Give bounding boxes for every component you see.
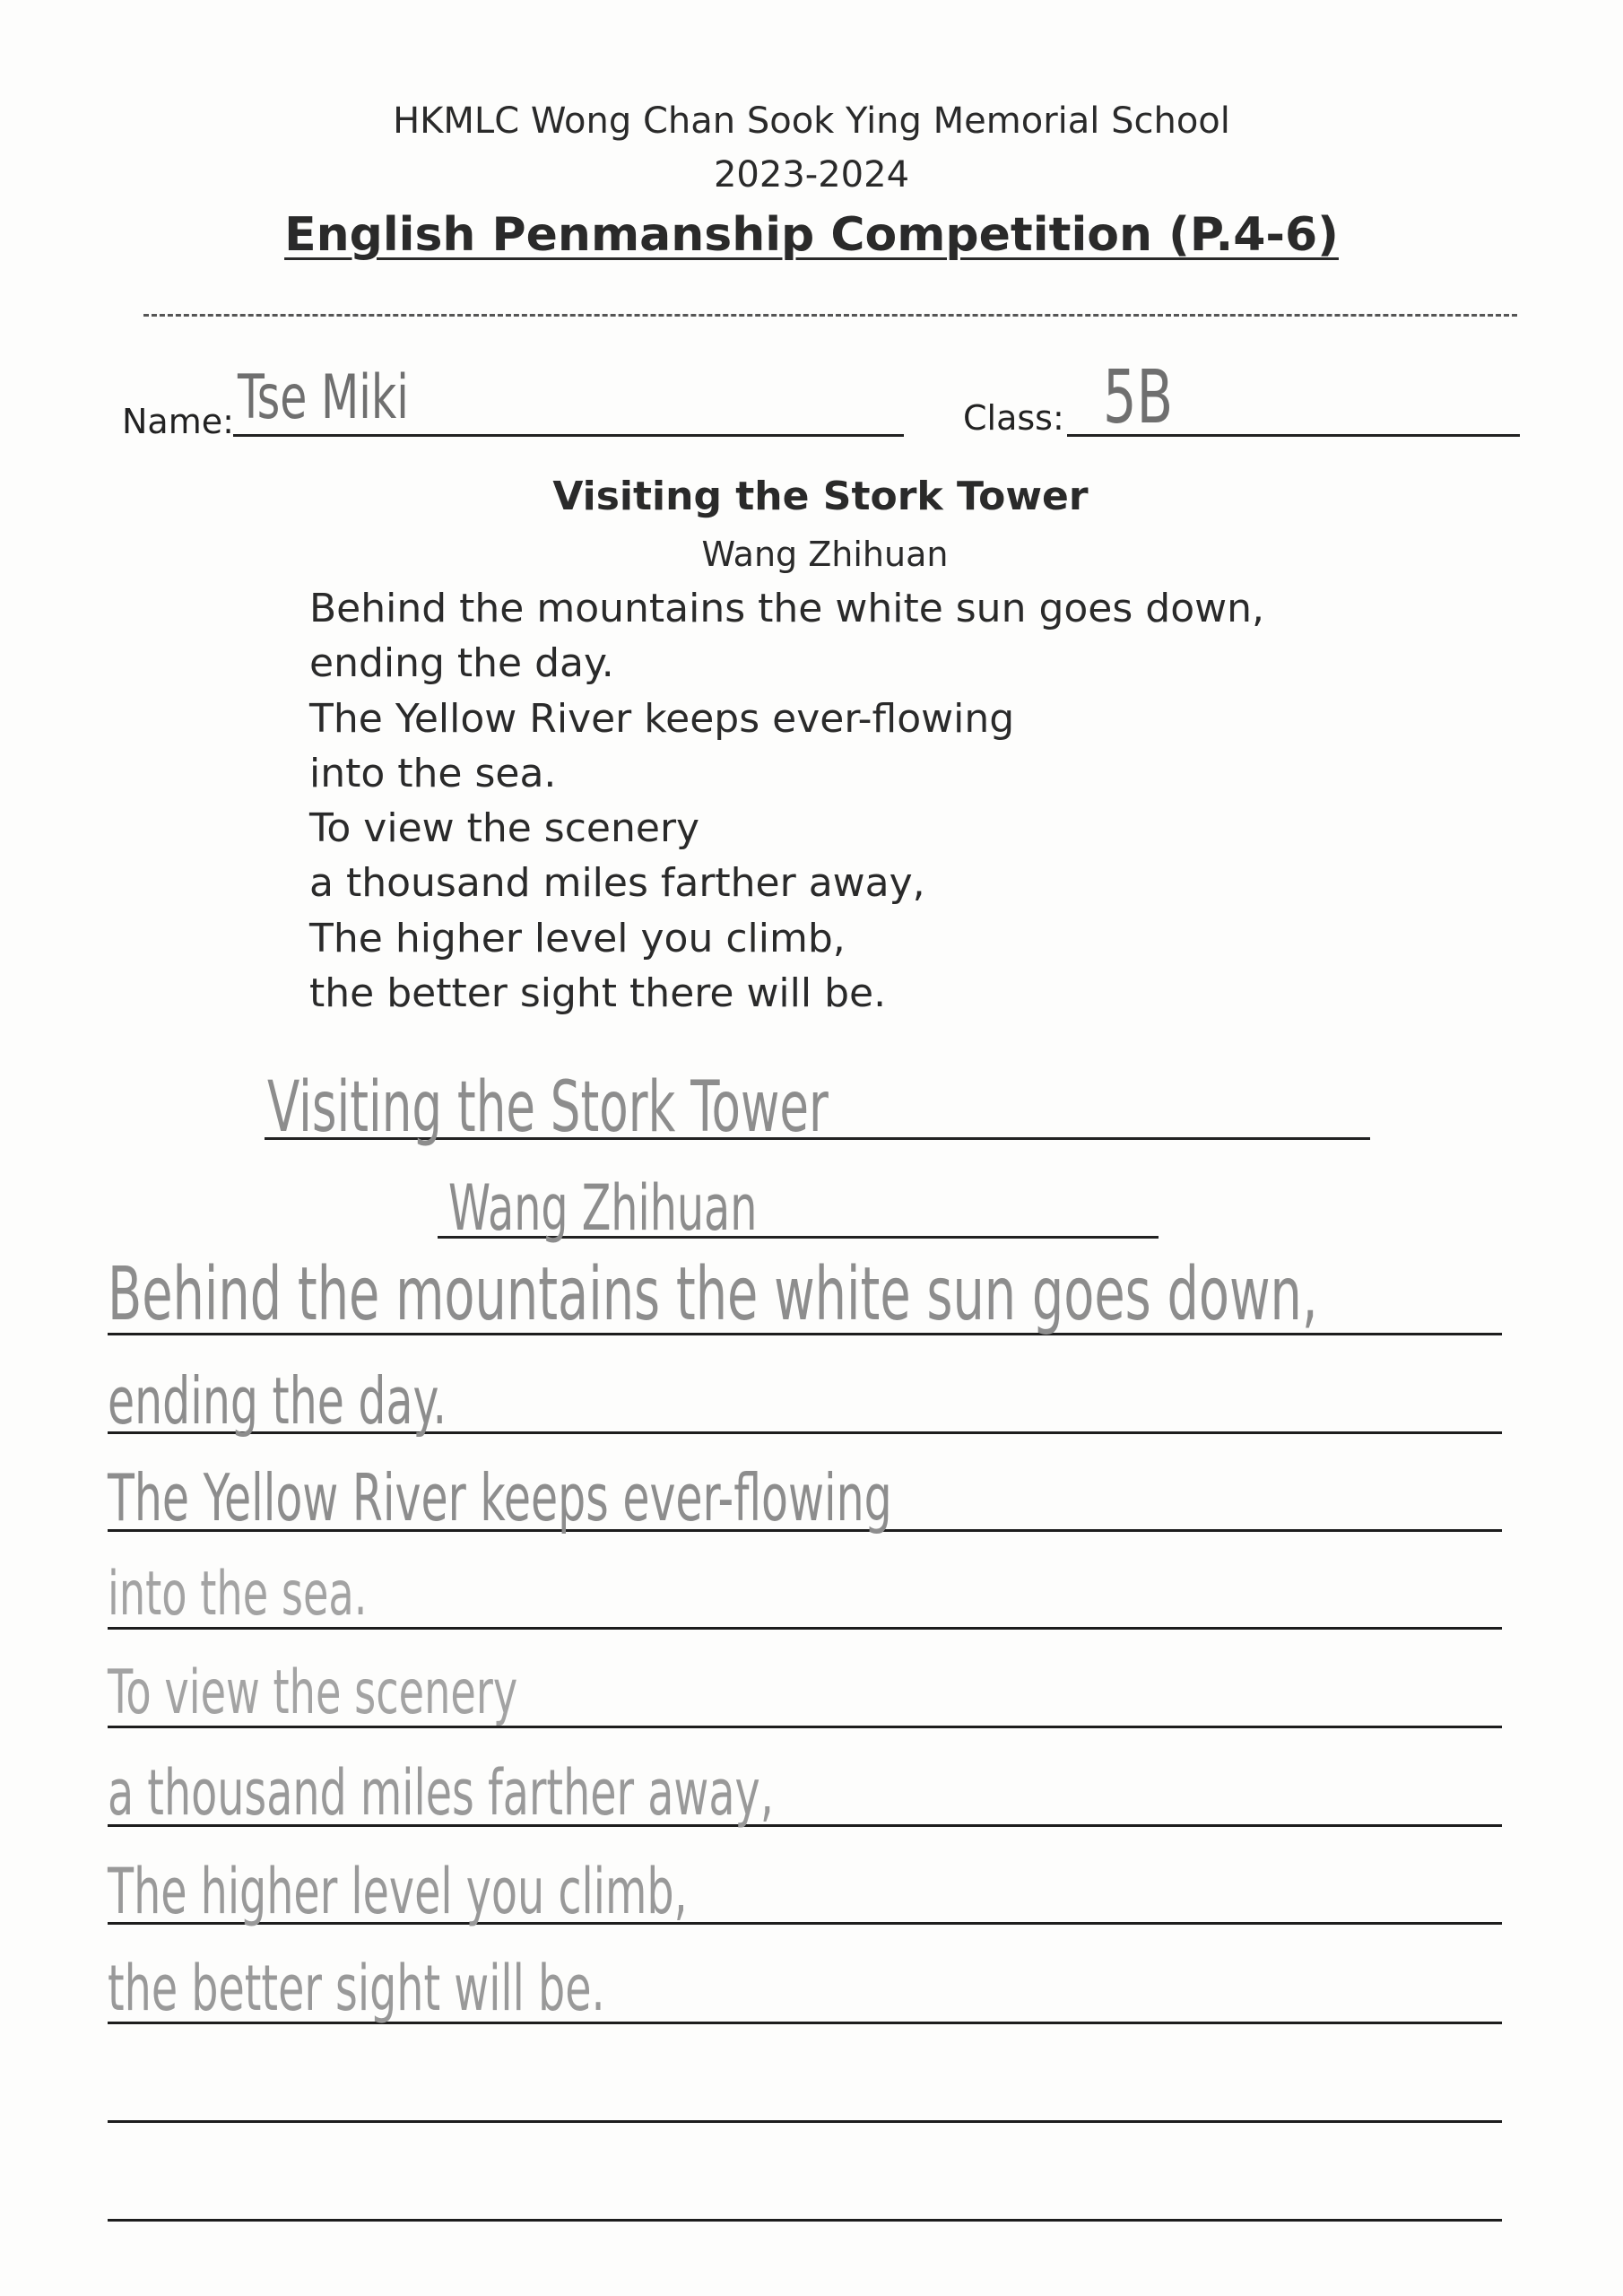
handwritten-line: The higher level you climb, bbox=[108, 1855, 688, 1928]
poem-title: Visiting the Stork Tower bbox=[552, 474, 1089, 519]
dashed-divider bbox=[143, 314, 1517, 317]
name-label: Name: bbox=[122, 402, 234, 441]
poem-line: The Yellow River keeps ever-flowing bbox=[309, 695, 1015, 742]
poem-line: The higher level you climb, bbox=[309, 915, 846, 961]
writing-line bbox=[108, 2120, 1502, 2123]
school-year: 2023-2024 bbox=[713, 154, 910, 196]
handwritten-title: Visiting the Stork Tower bbox=[267, 1067, 829, 1148]
poem-author: Wang Zhihuan bbox=[701, 535, 949, 574]
handwritten-line: The Yellow River keeps ever-flowing bbox=[108, 1460, 892, 1535]
writing-line bbox=[108, 2219, 1502, 2222]
handwritten-line: the better sight will be. bbox=[108, 1952, 605, 2025]
school-name: HKMLC Wong Chan Sook Ying Memorial School bbox=[393, 100, 1230, 142]
class-label: Class: bbox=[963, 398, 1064, 438]
handwritten-line: a thousand miles farther away, bbox=[108, 1756, 774, 1830]
class-handwritten: 5B bbox=[1103, 355, 1174, 440]
poem-text bbox=[309, 581, 1264, 1021]
name-handwritten: Tse Miki bbox=[238, 362, 409, 433]
poem-line: To view the scenery bbox=[309, 805, 700, 852]
poem-line: a thousand miles farther away, bbox=[309, 860, 925, 907]
handwritten-line: Behind the mountains the white sun goes down, bbox=[108, 1252, 1318, 1337]
poem-line: ending the day. bbox=[309, 640, 614, 687]
handwritten-line: ending the day. bbox=[108, 1363, 447, 1439]
poem-line: Behind the mountains the white sun goes down, bbox=[309, 586, 1264, 631]
poem-line: the better sight there will be. bbox=[309, 970, 887, 1017]
competition-title-text: English Penmanship Competition (P.4-6) bbox=[284, 208, 1339, 262]
competition-title bbox=[0, 208, 1623, 262]
handwritten-line: To view the scenery bbox=[108, 1657, 518, 1728]
name-underline bbox=[233, 434, 904, 437]
poem-line: into the sea. bbox=[309, 750, 557, 796]
handwritten-line: into the sea. bbox=[108, 1559, 368, 1630]
handwritten-author: Wang Zhihuan bbox=[448, 1171, 758, 1245]
